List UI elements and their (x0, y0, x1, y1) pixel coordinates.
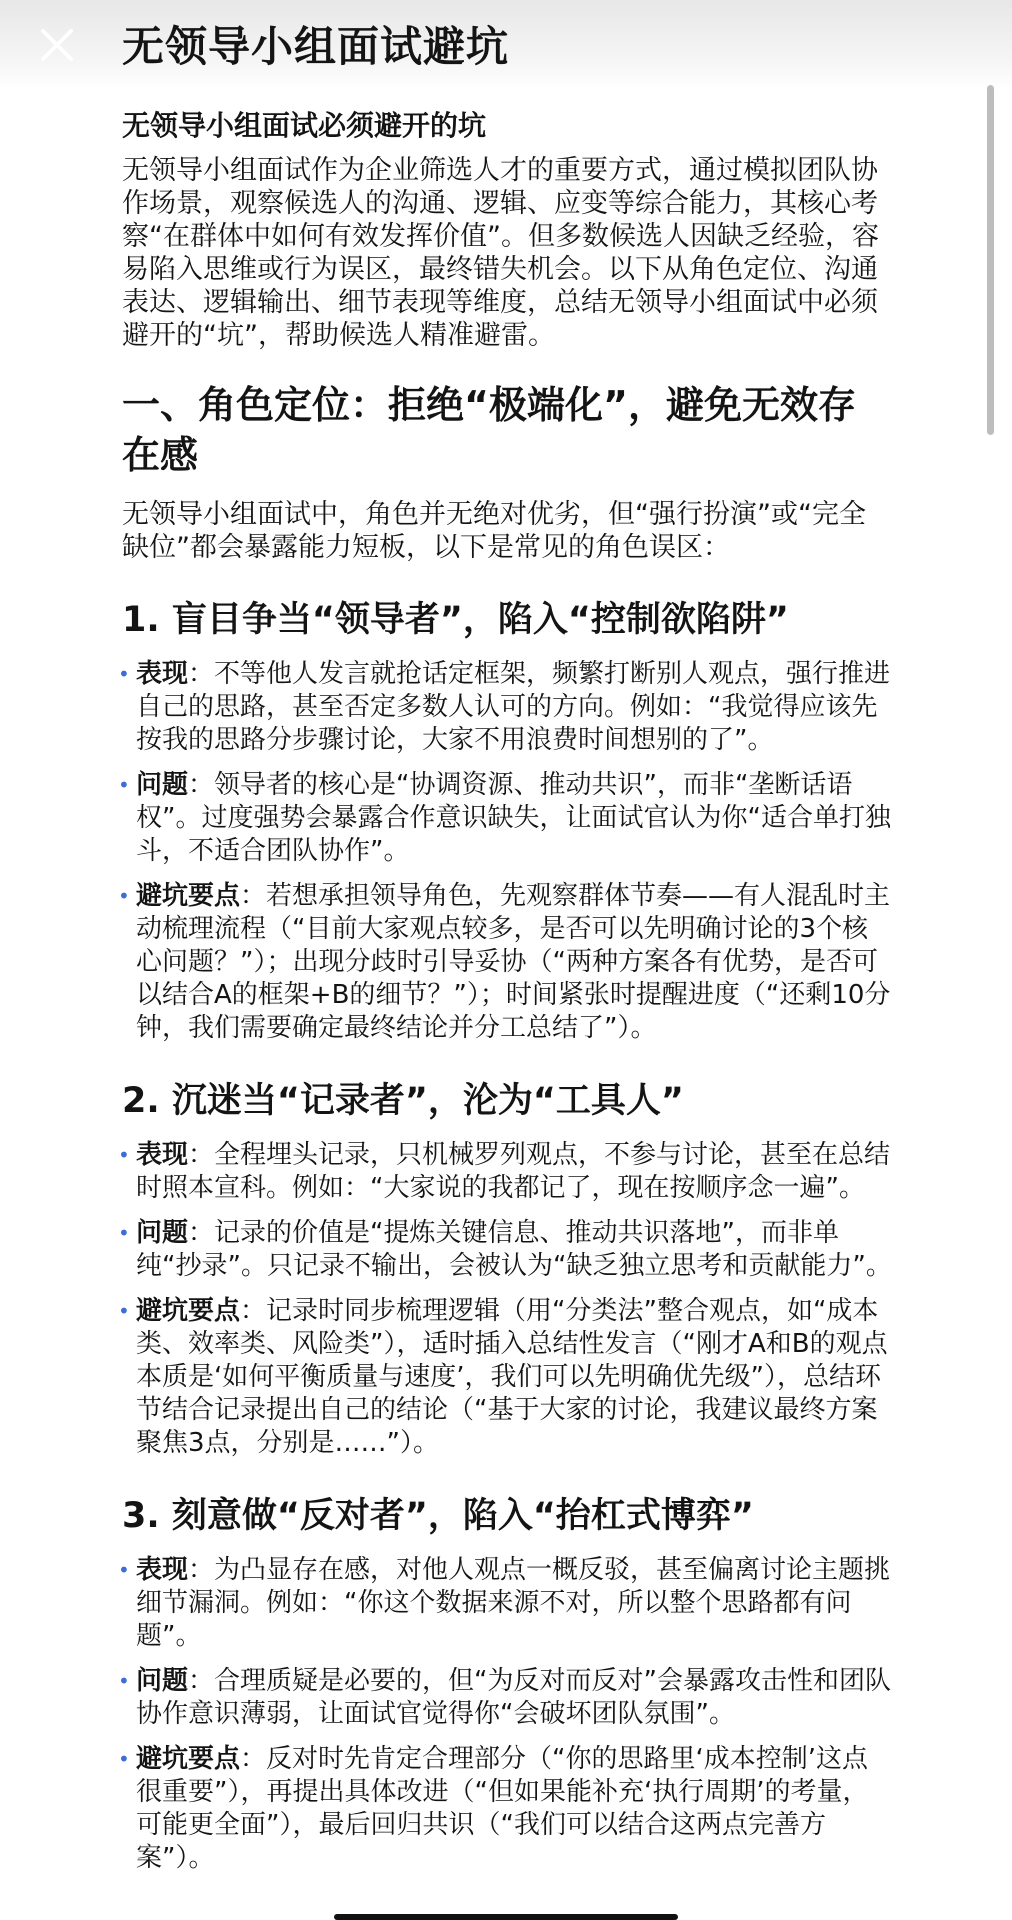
article-intro: 无领导小组面试作为企业筛选人才的重要方式，通过模拟团队协作场景，观察候选人的沟通、逻辑、应变等综合能力，其核心考察“在群体中如何有效发挥价值”。但多数候选人因缺乏经验，容易陷入思维或行为误区，最终错失机会。以下从角色定位、沟通表达、逻辑输出、细节表现等维度，总结无领导小组面试中必须避开的“坑”，帮助候选人精准避雷。 (122, 155, 879, 351)
item-label: 问题 (136, 770, 189, 800)
item-label: 问题 (136, 1666, 189, 1696)
close-icon (37, 25, 77, 65)
item-text: ：记录的价值是“提炼关键信息、推动共识落地”，而非单纯“抄录”。只记录不输出，会被认为“缺乏独立思考和贡献能力”。 (136, 1218, 892, 1281)
section-intro: 无领导小组面试中，角色并无绝对优劣，但“强行扮演”或“完全缺位”都会暴露能力短板，以下是常见的角色误区： (122, 499, 866, 563)
item-label: 避坑要点 (136, 1296, 241, 1326)
list-item (122, 1665, 892, 1731)
point-heading: 2. 沉迷当“记录者”，沦为“工具人” (122, 1081, 684, 1121)
list-item (122, 1217, 892, 1283)
item-text: ：全程埋头记录，只机械罗列观点，不参与讨论，甚至在总结时照本宣科。例如：“大家说的我都记了，现在按顺序念一遍”。 (136, 1140, 891, 1203)
list-item (122, 769, 892, 868)
point-heading: 3. 刻意做“反对者”，陷入“抬杠式博弈” (122, 1496, 754, 1536)
list-item (122, 1743, 892, 1875)
item-label: 问题 (136, 1218, 189, 1248)
list-item (122, 1295, 892, 1460)
item-text: ：不等他人发言就抢话定框架，频繁打断别人观点，强行推进自己的思路，甚至否定多数人认可的方向。例如：“我觉得应该先按我的思路分步骤讨论，大家不用浪费时间想别的了”。 (136, 659, 891, 755)
item-text: ：合理质疑是必要的，但“为反对而反对”会暴露攻击性和团队协作意识薄弱，让面试官觉得你“会破坏团队氛围”。 (136, 1666, 891, 1729)
item-text: ：领导者的核心是“协调资源、推动共识”，而非“垄断话语权”。过度强势会暴露合作意识缺失，让面试官认为你“适合单打独斗，不适合团队协作”。 (136, 770, 891, 866)
item-text: ：为凸显存在感，对他人观点一概反驳，甚至偏离讨论主题挑细节漏洞。例如：“你这个数据来源不对，所以整个思路都有问题”。 (136, 1555, 891, 1651)
item-text: ：反对时先肯定合理部分（“你的思路里‘成本控制’这点很重要”），再提出具体改进（“但如果能补充‘执行周期’的考量，可能更全面”），最后回归共识（“我们可以结合这两点完善方案”）。 (136, 1744, 869, 1873)
item-label: 表现 (136, 659, 189, 689)
article (122, 100, 892, 1887)
item-text: ：若想承担领导角色，先观察群体节奏——有人混乱时主动梳理流程（“目前大家观点较多，是否可以先明确讨论的3个核心问题？”）；出现分歧时引导妥协（“两种方案各有优势，是否可以结合A的框架+B的细节？”）；时间紧张时提醒进度（“还剩10分钟，我们需要确定最终结论并分工总结了”）。 (136, 881, 891, 1043)
section-heading: 一、角色定位：拒绝“极端化”，避免无效存在感 (122, 383, 856, 477)
point-heading: 1. 盲目争当“领导者”，陷入“控制欲陷阱” (122, 600, 789, 640)
list-item (122, 1139, 892, 1205)
close-button[interactable] (28, 20, 86, 70)
item-label: 表现 (136, 1140, 189, 1170)
home-indicator (334, 1914, 678, 1920)
item-label: 表现 (136, 1555, 189, 1585)
page-title: 无领导小组面试避坑 (122, 22, 510, 71)
list-item (122, 1554, 892, 1653)
list-item (122, 658, 892, 757)
scrollbar[interactable] (987, 85, 994, 435)
list-item (122, 880, 892, 1045)
point-list (122, 658, 892, 1045)
top-bar (0, 0, 1012, 90)
point-list (122, 1554, 892, 1875)
item-label: 避坑要点 (136, 1744, 241, 1774)
item-text: ：记录时同步梳理逻辑（用“分类法”整合观点，如“成本类、效率类、风险类”），适时插入总结性发言（“刚才A和B的观点本质是‘如何平衡质量与速度’，我们可以先明确优先级”），总结环节结合记录提出自己的结论（“基于大家的讨论，我建议最终方案聚焦3点，分别是……”）。 (136, 1296, 888, 1458)
point-list (122, 1139, 892, 1460)
item-label: 避坑要点 (136, 881, 241, 911)
article-subtitle: 无领导小组面试必须避开的坑 (122, 109, 487, 142)
